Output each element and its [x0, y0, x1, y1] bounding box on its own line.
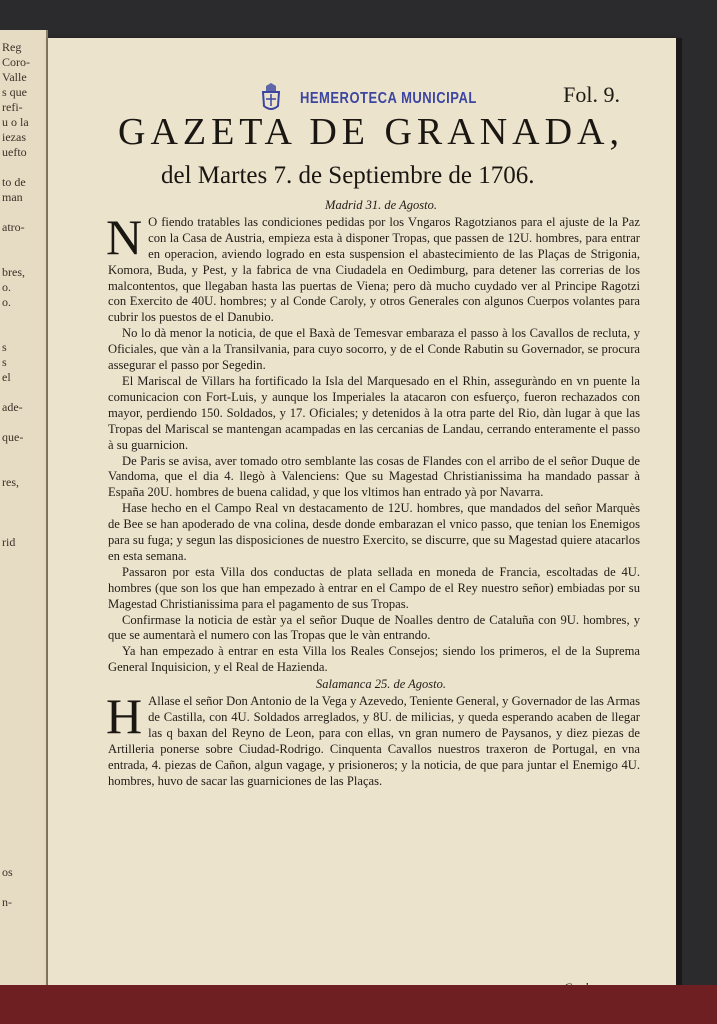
adjacent-page-fragment	[0, 790, 46, 805]
drop-cap: H	[106, 688, 143, 745]
article-dateline: Madrid 31. de Agosto.	[325, 198, 437, 212]
adjacent-page-fragment: el	[2, 370, 11, 384]
article-paragraph	[108, 501, 640, 565]
paragraph-text: Passaron por esta Villa dos conductas de plata sellada en moneda de Francia, escoltadas de 4U. hombres (que son los que han empezado à entrar en el Campo de el Rey nuestro señor) embiadas por su Magestad Christianissima para el pagamento de sus Tropas.	[108, 564, 640, 611]
article-paragraph	[108, 565, 640, 613]
adjacent-page-fragment: bres,	[2, 265, 25, 279]
paragraph-text: O fiendo tratables las condiciones pedidas por los Vngaros Ragotzianos para el ajuste de la Paz con la Casa de Austria, empieza esta à disponer Tropas, que passen de 12U. hombres, para entrar en operacion, aviendo logrado en esta suspension el abastecimiento de las Plaças de Strigonia, Komora, Buda, y Pest, y la fabrica de vna Ciudadela en Oedimburg, para detener las correrias de los malcontentos, que llegaban hasta las puertas de Viena; pero dà mucho cuydado ver al Principe Ragotzi con Exercito de 40U. hombres; y al Conde Caroly, y otros Generales con algunos Cuerpos volantes para cubrir los puestos de el Danubio.	[108, 214, 640, 325]
adjacent-page-fragment	[0, 235, 46, 250]
adjacent-page-fragment	[0, 820, 46, 835]
article-paragraph	[108, 613, 640, 645]
article-paragraph	[106, 688, 640, 789]
issue-date: del Martes 7. de Septiembre de 1706.	[161, 162, 535, 189]
article-paragraph	[108, 326, 640, 374]
adjacent-page-fragment: res,	[2, 475, 19, 489]
adjacent-page-fragment	[0, 520, 46, 535]
adjacent-page-fragment	[0, 715, 46, 730]
adjacent-page-fragment: uefto	[2, 145, 27, 159]
adjacent-page-fragment	[0, 310, 46, 325]
article-paragraph	[108, 454, 640, 502]
adjacent-page-fragment: rid	[2, 535, 16, 549]
paragraph-text: Hase hecho en el Campo Real vn destacamento de 12U. hombres, que mandados del señor Marquès de Bee se han apoderado de vna colina, desde donde embarazan el vnico passo, que tenian los Enemigos para su fuga; y segun las disposiciones de nuestro Exercito, se discurre, que su Magestad quiere atacarlos en esta semana.	[108, 501, 640, 563]
adjacent-page-fragment: iezas	[2, 130, 26, 144]
adjacent-page-fragment: ade-	[2, 400, 23, 414]
adjacent-page-fragment: s	[2, 340, 7, 354]
adjacent-page-fragment	[0, 775, 46, 790]
adjacent-page-fragment: s que	[2, 85, 27, 99]
adjacent-page-fragment: refi-	[2, 100, 23, 114]
adjacent-page-fragment: o.	[2, 280, 11, 294]
adjacent-page-fragment: man	[2, 190, 23, 204]
adjacent-page-fragment	[0, 880, 46, 895]
adjacent-page-fragment	[0, 700, 46, 715]
paragraph-text: Confirmase la noticia de estàr ya el señor Duque de Noalles dentro de Cataluña con 9U. hombres, y que se aumentarà el numero con las Tropas que le vàn entrando.	[108, 612, 640, 643]
paragraph-text: No lo dà menor la noticia, de que el Baxà de Temesvar embaraza el passo à los Cavallos de recluta, y Oficiales, que vàn a la Transilvania, para cuyo socorro, y de el Conde Rabutin su Governador, se procura assegurar el passo por Segedin.	[108, 326, 640, 373]
adjacent-page-fragment	[0, 610, 46, 625]
article-body	[108, 198, 640, 790]
adjacent-page-fragment	[0, 505, 46, 520]
page-edge-shadow	[676, 38, 682, 993]
adjacent-page-fragment	[0, 745, 46, 760]
adjacent-page-fragment	[0, 760, 46, 775]
adjacent-page-fragment	[0, 550, 46, 565]
adjacent-page-fragment	[0, 460, 46, 475]
adjacent-page-fragment	[0, 445, 46, 460]
gazette-page	[48, 38, 676, 993]
adjacent-page-fragment: Valle	[2, 70, 27, 84]
adjacent-page-fragment	[0, 640, 46, 655]
paragraph-text: Allase el señor Don Antonio de la Vega y Azevedo, Teniente General, y Governador de las Armas de Castilla, con 4U. Soldados arreglados, y 8U. de milicias, y queda esperando acaben de llegar las q baxan del Reyno de Leon, para con ellas, vn gran numero de Paysanos, y diez piezas de Artilleria ponerse sobre Ciudad-Rodrigo. Cinquenta Cavallos nuestros traxeron de Portugal, en vna entrada, 4. piezas de Cañon, algun vagage, y prisioneros; y la noticia, de que para juntar el Enemigo 4U. hombres, huvo de sacar las guarniciones de las Plaças.	[108, 694, 640, 788]
adjacent-page-fragment	[0, 655, 46, 670]
adjacent-page-fragment	[0, 250, 46, 265]
library-stamp-text: HEMEROTECA MUNICIPAL	[300, 88, 477, 107]
adjacent-page-fragment	[0, 805, 46, 820]
adjacent-page-fragment: atro-	[2, 220, 25, 234]
drop-cap: N	[106, 208, 143, 265]
adjacent-page-fragment	[0, 625, 46, 640]
adjacent-page-fragment	[0, 205, 46, 220]
adjacent-page-fragment	[0, 565, 46, 580]
adjacent-page-fragment: to de	[2, 175, 26, 189]
adjacent-page-text	[0, 30, 46, 910]
library-stamp-icon	[260, 82, 282, 112]
adjacent-page-strip	[0, 30, 48, 990]
binding-band	[0, 985, 717, 1024]
article-dateline: Salamanca 25. de Agosto.	[316, 677, 446, 692]
adjacent-page-fragment: o.	[2, 295, 11, 309]
adjacent-page-fragment: Coro-	[2, 55, 30, 69]
article-paragraph	[108, 374, 640, 454]
adjacent-page-fragment	[0, 670, 46, 685]
adjacent-page-fragment	[0, 490, 46, 505]
adjacent-page-fragment	[0, 580, 46, 595]
adjacent-page-fragment	[0, 325, 46, 340]
adjacent-page-fragment: u o la	[2, 115, 29, 129]
adjacent-page-fragment: s	[2, 355, 7, 369]
article-paragraph	[106, 208, 640, 326]
adjacent-page-fragment	[0, 730, 46, 745]
adjacent-page-fragment: que-	[2, 430, 24, 444]
adjacent-page-fragment	[0, 415, 46, 430]
adjacent-page-fragment	[0, 160, 46, 175]
paragraph-text: De Paris se avisa, aver tomado otro semblante las cosas de Flandes con el arribo de el señor Duque de Vandoma, que el dia 4. llegò à Valenciens: Que su Magestad Christianissima ha mandado passar à España 20U. hombres de buena calidad, y que los vltimos han entrado yà por Navarra.	[108, 453, 640, 500]
folio-number: Fol. 9.	[563, 82, 620, 107]
paragraph-text: Ya han empezado à entrar en esta Villa los Reales Consejos; siendo los primeros, el de la Suprema General Inquisicion, y el Real de Hazienda.	[108, 644, 640, 675]
adjacent-page-fragment	[0, 835, 46, 850]
adjacent-page-fragment	[0, 595, 46, 610]
adjacent-page-fragment: n-	[2, 895, 12, 909]
adjacent-page-fragment	[0, 685, 46, 700]
masthead-title: GAZETA DE GRANADA,	[118, 111, 624, 153]
adjacent-page-fragment: os	[2, 865, 13, 879]
paragraph-text: El Mariscal de Villars ha fortificado la Isla del Marquesado en el Rhin, asseguràndo en vn puente la comunicacion con Fort-Luis, y aunque los Imperiales la atacaron con esfuerço, fueron rechazados con mayor, perdiendo 150. Soldados, y 17. Oficiales; y detenidos à la otra parte del Rio, dàn lugar à que las Tropas del Mariscal se mantengan acampadas en las cercanias de Landau, cerrando enteramente el passo à su guarnicion.	[108, 373, 640, 452]
adjacent-page-fragment	[0, 850, 46, 865]
adjacent-page-fragment: Reg	[2, 40, 22, 54]
article-paragraph	[108, 644, 640, 676]
adjacent-page-fragment	[0, 385, 46, 400]
